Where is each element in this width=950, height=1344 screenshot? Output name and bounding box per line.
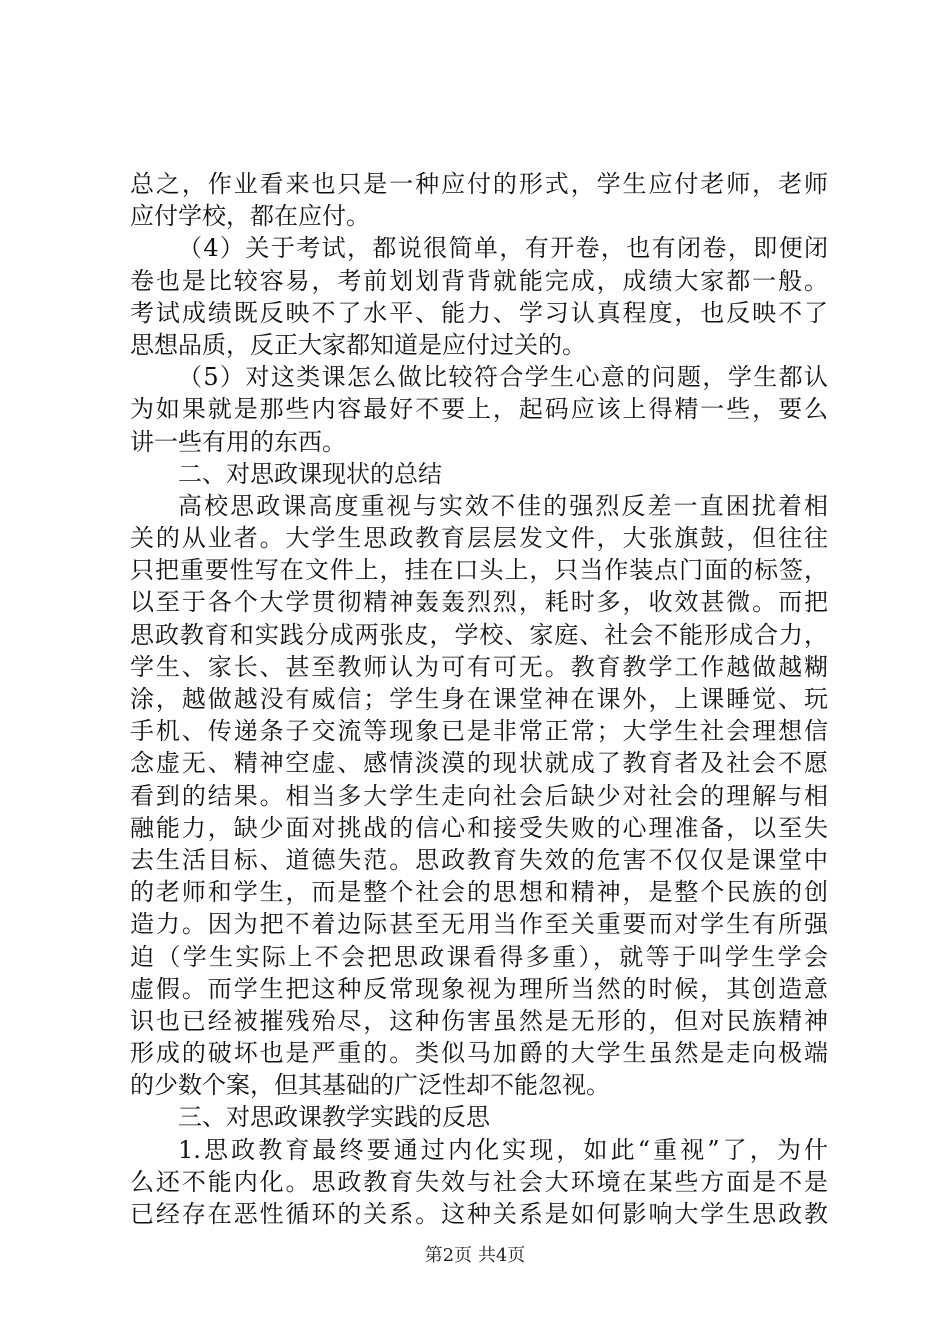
text-line: 么还不能内化。思政教育失效与社会大环境在某些方面是不是 xyxy=(130,1167,828,1196)
text-line: 形成的破坏也是严重的。类似马加爵的大学生虽然是走向极端 xyxy=(130,1039,828,1068)
text-line: 只把重要性写在文件上，挂在口头上，只当作装点门面的标签， xyxy=(130,556,828,585)
text-line: 的少数个案，但其基础的广泛性却不能忽视。 xyxy=(130,1071,610,1100)
text-line: 手机、传递条子交流等现象已是非常正常；大学生社会理想信 xyxy=(130,717,828,746)
page-footer: 第2页 共4页 xyxy=(424,1245,526,1266)
text-line: 应付学校，都在应付。 xyxy=(130,202,370,231)
text-line: 识也已经被摧残殆尽，这种伤害虽然是无形的，但对民族精神 xyxy=(130,1006,828,1035)
text-line: 去生活目标、道德失范。思政教育失效的危害不仅仅是课堂中 xyxy=(130,845,828,874)
text-line: 念虚无、精神空虚、感情淡漠的现状就成了教育者及社会不愿 xyxy=(130,749,828,778)
text-line: 学生、家长、甚至教师认为可有可无。教育教学工作越做越糊 xyxy=(130,652,828,681)
text-line: 已经存在恶性循环的关系。这种关系是如何影响大学生思政教 xyxy=(130,1200,828,1228)
document-body xyxy=(130,168,828,1230)
text-line: 卷也是比较容易，考前划划背背就能完成，成绩大家都一般。 xyxy=(130,266,828,295)
text-line: 虚假。而学生把这种反常现象视为理所当然的时候，其创造意 xyxy=(130,974,828,1003)
text-line: 思政教育和实践分成两张皮，学校、家庭、社会不能形成合力， xyxy=(130,620,828,649)
text-line: 关的从业者。大学生思政教育层层发文件，大张旗鼓，但往往 xyxy=(130,524,828,553)
text-line: （4）关于考试，都说很简单，有开卷，也有闭卷，即便闭 xyxy=(178,234,828,263)
text-line: （5）对这类课怎么做比较符合学生心意的问题，学生都认 xyxy=(178,363,828,392)
text-line: 看到的结果。相当多大学生走向社会后缺少对社会的理解与相 xyxy=(130,781,828,810)
text-line: 考试成绩既反映不了水平、能力、学习认真程度，也反映不了 xyxy=(130,298,828,327)
text-line: 以至于各个大学贯彻精神轰轰烈烈，耗时多，收效甚微。而把 xyxy=(130,588,828,617)
text-line: 讲一些有用的东西。 xyxy=(130,427,346,456)
text-line: 为如果就是那些内容最好不要上，起码应该上得精一些，要么 xyxy=(130,395,828,424)
section-heading: 三、对思政课教学实践的反思 xyxy=(178,1103,490,1132)
text-line: 1.思政教育最终要通过内化实现，如此“重视”了，为什 xyxy=(178,1135,828,1164)
text-line: 高校思政课高度重视与实效不佳的强烈反差一直困扰着相 xyxy=(178,491,828,520)
section-heading: 二、对思政课现状的总结 xyxy=(178,459,442,488)
text-line: 涂，越做越没有威信；学生身在课堂神在课外，上课睡觉、玩 xyxy=(130,685,828,713)
text-line: 总之，作业看来也只是一种应付的形式，学生应付老师，老师 xyxy=(130,170,828,198)
text-line: 迫（学生实际上不会把思政课看得多重），就等于叫学生学会 xyxy=(130,942,828,971)
text-line: 造力。因为把不着边际甚至无用当作至关重要而对学生有所强 xyxy=(130,910,828,939)
text-line: 的老师和学生，而是整个社会的思想和精神，是整个民族的创 xyxy=(130,878,828,907)
text-line: 思想品质，反正大家都知道是应付过关的。 xyxy=(130,330,586,359)
text-line: 融能力，缺少面对挑战的信心和接受失败的心理准备，以至失 xyxy=(130,813,828,842)
